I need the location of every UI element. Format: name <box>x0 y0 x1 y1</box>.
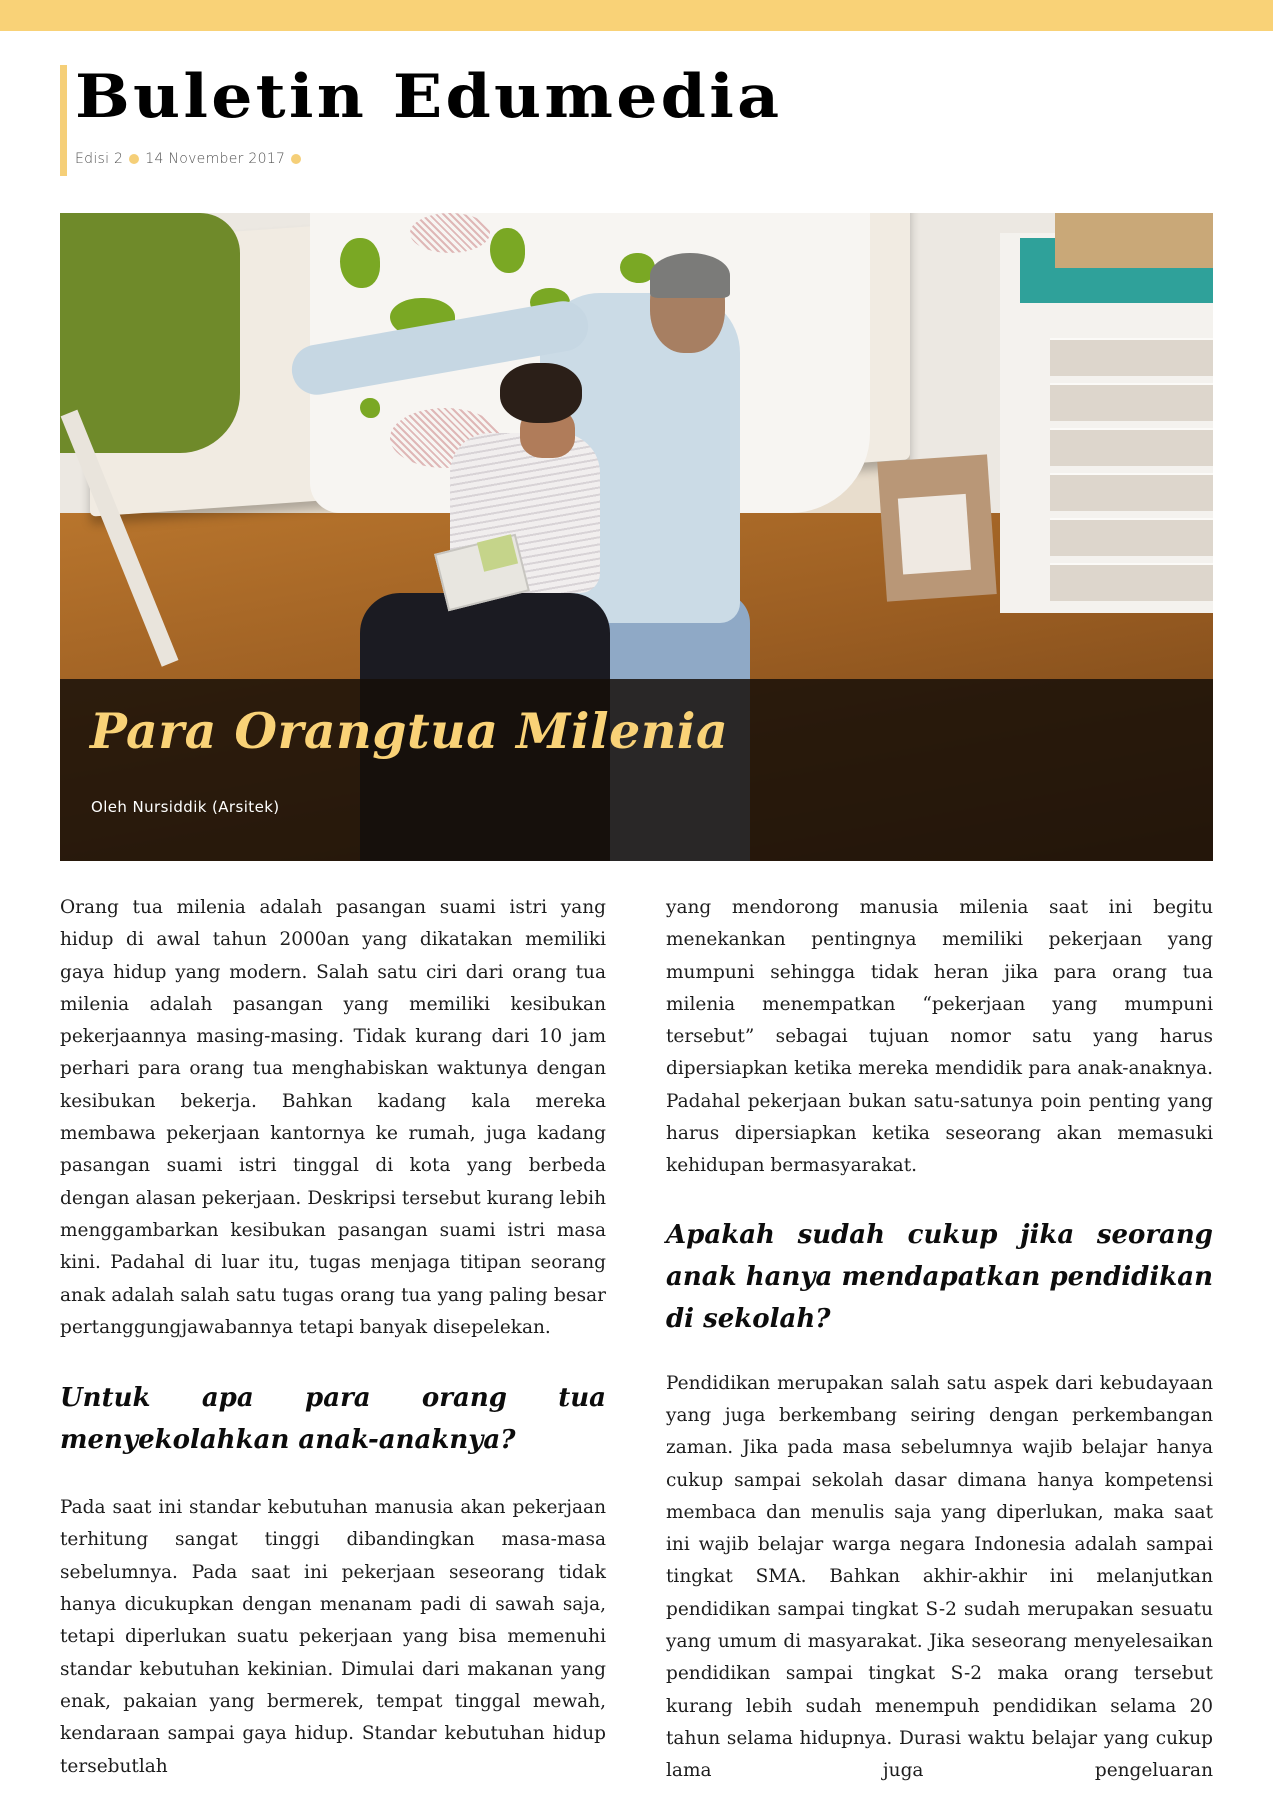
edition-date: 14 November 2017 <box>145 151 286 167</box>
section-heading: Apakah sudah cukup jika seorang anak hanya mendapatkan pendidikan di sekolah? <box>666 1219 1213 1334</box>
photo-duvet-pattern <box>340 238 380 288</box>
photo-drawer <box>1050 338 1213 376</box>
section-heading-wrap <box>666 1214 1213 1340</box>
intro-paragraph: Orang tua milenia adalah pasangan suami istri yang hidup di awal tahun 2000an yang dikatakan memiliki gaya hidup yang modern. Salah satu ciri dari orang tua milenia adalah pasangan yang memiliki kesibukan pekerjaannya masing-masing. Tidak kurang dari 10 jam perhari para orang tua menghabiskan waktunya dengan kesibukan bekerja. Bahkan kadang kala mereka membawa pekerjaan kantornya ke rumah, juga kadang pasangan suami istri tinggal di kota yang berbeda dengan alasan pekerjaan. Deskripsi tersebut kurang lebih menggambarkan kesibukan pasangan suami istri masa kini. Padahal di luar itu, tugas menjaga titipan seorang anak adalah salah satu tugas orang tua yang paling besar pertanggungjawabannya tetapi banyak disepelekan. <box>60 897 606 1338</box>
photo-drawer <box>1050 518 1213 556</box>
masthead <box>60 62 783 176</box>
section-heading-wrap <box>60 1377 606 1461</box>
continuation-paragraph: yang mendorong manusia milenia saat ini begitu menekankan pentingnya memiliki pekerjaan yang mumpuni sehingga tidak heran jika para orang tua milenia menempatkan “pekerjaan yang mumpuni tersebut” sebagai tujuan nomor satu yang harus dipersiapkan ketika mereka mendidik para anak-anaknya. Padahal pekerjaan bukan satu-satunya poin penting yang harus dipersiapkan ketika seseorang akan memasuki kehidupan bermasyarakat. <box>666 897 1213 1177</box>
section-paragraph: Pada saat ini standar kebutuhan manusia akan pekerjaan terhitung sangat tinggi dibandingkan masa-masa sebelumnya. Pada saat ini pekerjaan seseorang tidak hanya dicukupkan dengan menanam padi di sawah saja, tetapi diperlukan suatu pekerjaan yang bisa memenuhi standar kebutuhan kekinian. Dimulai dari makanan yang enak, pakaian yang bermerek, tempat tinggal mewah, kendaraan sampai gaya hidup. Standar kebutuhan hidup tersebutlah <box>60 1497 606 1777</box>
section-paragraph: Pendidikan merupakan salah satu aspek dari kebudayaan yang juga berkembang seiring dengan perkembangan zaman. Jika pada masa sebelumnya wajib belajar hanya cukup sampai sekolah dasar dimana hanya kompetensi membaca dan menulis saja yang diperlukan, maka saat ini wajib belajar warga negara Indonesia adalah sampai tingkat SMA. Bahkan akhir-akhir ini melanjutkan pendidikan sampai tingkat S-2 sudah merupakan sesuatu yang umum di masyarakat. Jika seseorang menyelesaikan pendidikan sampai tingkat S-2 maka orang tersebut kurang lebih sudah menempuh pendidikan selama 20 tahun selama hidupnya. Durasi waktu belajar yang cukup lama juga pengeluaran <box>666 1372 1213 1782</box>
article-column-left <box>60 892 606 1783</box>
photo-drawer <box>1050 473 1213 511</box>
article-title: Para Orangtua Milenia <box>90 702 729 760</box>
photo-drawer <box>1050 428 1213 466</box>
hero-image <box>60 213 1213 861</box>
photo-drawer <box>1050 383 1213 421</box>
photo-paper-box <box>1055 213 1213 268</box>
photo-duvet-pattern <box>360 398 380 418</box>
photo-bag-label <box>898 494 971 575</box>
photo-green-pillow <box>60 213 240 453</box>
photo-duvet-pattern <box>490 228 525 273</box>
photo-drawer <box>1050 563 1213 601</box>
bullet-dot-icon <box>291 154 301 164</box>
section-heading: Untuk apa para orang tua menyekolahkan anak-anaknya? <box>60 1383 606 1456</box>
newsletter-title: Buletin Edumedia <box>75 62 783 132</box>
photo-man-hair <box>650 253 730 298</box>
edition-line <box>75 151 730 167</box>
article-byline: Oleh Nursiddik (Arsitek) <box>91 798 280 816</box>
article-column-right <box>666 892 1213 1788</box>
photo-duvet-stripes <box>410 213 490 253</box>
bullet-dot-icon <box>129 154 139 164</box>
photo-paper-bag <box>877 454 996 601</box>
edition-number: Edisi 2 <box>75 151 124 167</box>
top-accent-bar <box>0 0 1273 31</box>
photo-boy-hair <box>500 363 582 423</box>
